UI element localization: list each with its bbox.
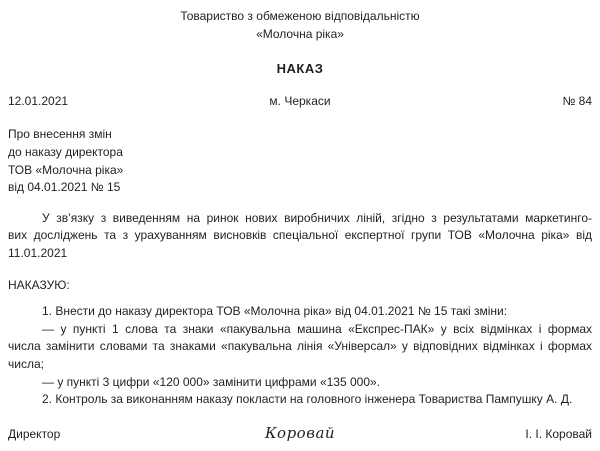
item-1-sub-1-line: числа замінити словами та знаками «пакувальна лінія «Універсал» у відповідних відмінках і формах (8, 339, 592, 354)
handwritten-signature: Коровай (264, 423, 336, 442)
resolution-label: НАКАЗУЮ: (8, 277, 70, 292)
item-1-sub-1-line: — у пункті 1 слова та знаки «пакувальна машина «Експрес-ПАК» у всіх відмінках і формах (42, 321, 592, 336)
item-1-intro: 1. Внести до наказу директора ТОВ «Молочна ріка» від 04.01.2021 № 15 такі зміни: (42, 304, 508, 319)
preamble-line: вих досліджень та з урахуванням висновків спеціальної експертної групи ТОВ «Молочна ріка» від (8, 228, 592, 243)
org-name-line2: «Молочна ріка» (256, 26, 344, 41)
document-number: № 84 (562, 93, 592, 108)
item-2: 2. Контроль за виконанням наказу покласти на головного інженера Товариства Пампушку А. Д. (42, 392, 573, 407)
subject-line: Про внесення змін (8, 127, 112, 142)
document-city: м. Черкаси (269, 93, 331, 108)
item-1-sub-2: — у пункті 3 цифри «120 000» замінити цифрами «135 000». (42, 374, 380, 389)
document-title: НАКАЗ (276, 61, 324, 77)
signer-full-name: І. І. Коровай (525, 426, 592, 441)
preamble-line: У зв’язку з виведенням на ринок нових виробничих ліній, згідно з результатами маркетинго- (42, 210, 592, 225)
item-1-sub-1-line: числа; (8, 356, 44, 371)
subject-block (8, 126, 592, 196)
meta-row (8, 93, 592, 111)
preamble-line: 11.01.2021 (8, 245, 68, 260)
order-items (8, 303, 592, 409)
signer-position: Директор (8, 426, 61, 441)
org-name-line1: Товариство з обмеженою відповідальністю (180, 9, 420, 23)
document-date: 12.01.2021 (8, 93, 69, 108)
subject-line: до наказу директора (8, 144, 123, 159)
subject-line: ТОВ «Молочна ріка» (8, 162, 124, 177)
subject-line: від 04.01.2021 № 15 (8, 180, 121, 195)
signature-row (8, 425, 592, 444)
preamble-paragraph (8, 210, 592, 263)
